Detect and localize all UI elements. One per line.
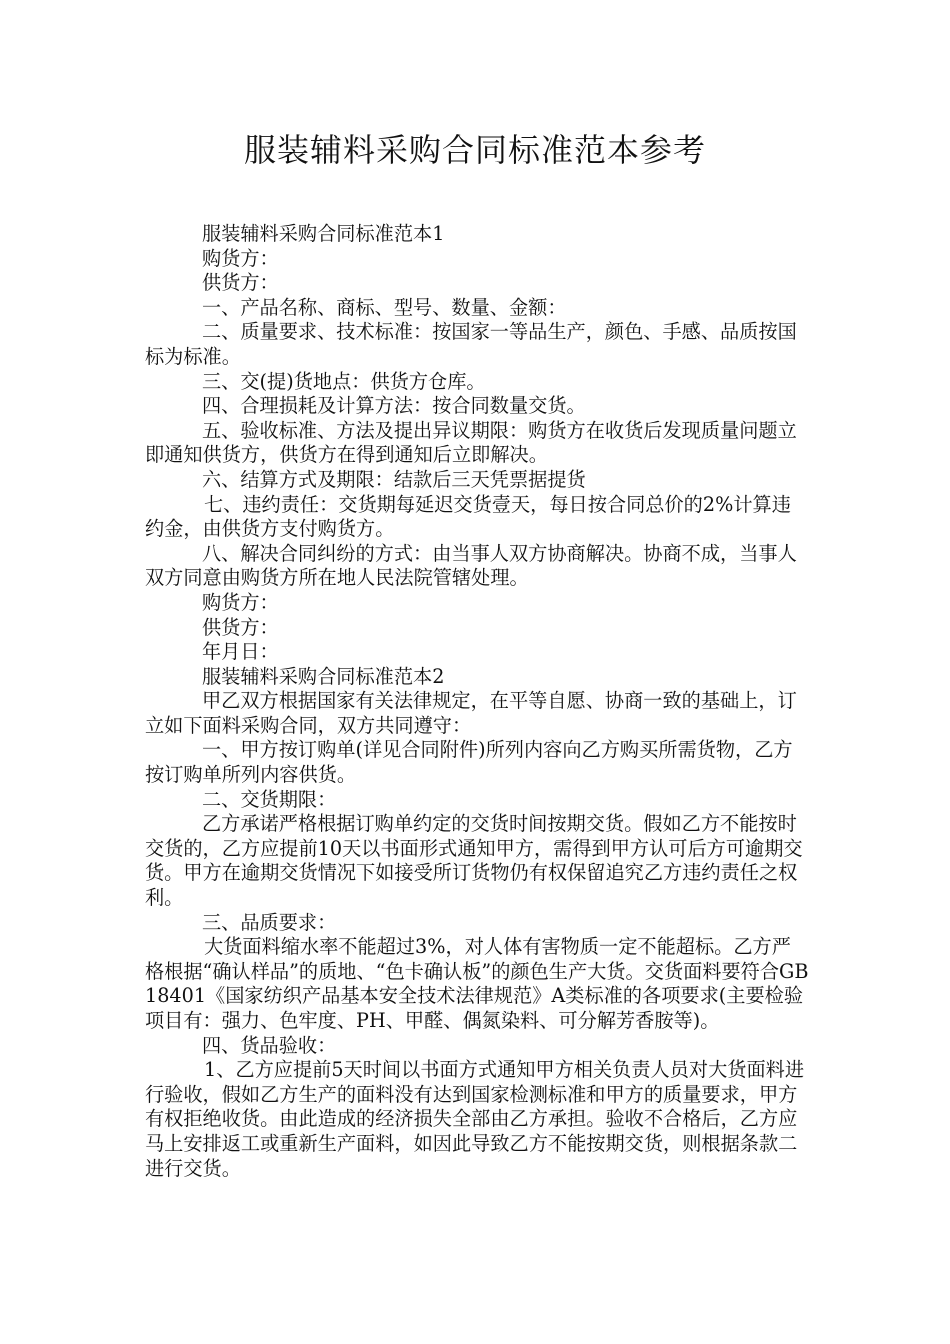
paragraph: 1、乙方应提前5天时间以书面方式通知甲方相关负责人员对大货面料进行验收，假如乙方生产的面料没有达到国家检测标准和甲方的质量要求，甲方有权拒绝收货。由此造成的经济损失全部由乙方承担。验收不合格后，乙方应马上安排返工或重新生产面料，如因此导致乙方不能按期交货，则根据条款二进行交货。 (145, 1058, 805, 1180)
paragraph: 七、违约责任：交货期每延迟交货壹天，每日按合同总价的2%计算违约金，由供货方支付购货方。 (145, 492, 791, 541)
section-heading-2: 服装辅料采购合同标准范本2 (202, 664, 445, 688)
paragraph: 购货方： (202, 590, 279, 614)
paragraph: 四、货品验收： (202, 1033, 337, 1057)
paragraph: 大货面料缩水率不能超过3%，对人体有害物质一定不能超标。乙方严格根据“确认样品”的质地、“色卡确认板”的颜色生产大货。交货面料要符合GB18401《国家纺织产品基本安全技术法律规范》A类标准的各项要求(主要检验项目有：强力、色牢度、PH、甲醛、偶氮染料、可分解芳香胺等)。 (145, 935, 809, 1032)
paragraph: 二、交货期限： (202, 787, 337, 811)
paragraph: 供货方： (202, 271, 279, 295)
paragraph: 供货方： (202, 615, 279, 639)
paragraph: 一、产品名称、商标、型号、数量、金额： (202, 295, 567, 319)
paragraph: 六、结算方式及期限：结款后三天凭票据提货 (202, 467, 586, 491)
document-title: 服装辅料采购合同标准范本参考 (243, 131, 706, 169)
paragraph: 乙方承诺严格根据订购单约定的交货时间按期交货。假如乙方不能按时交货的，乙方应提前10天以书面形式通知甲方，需得到甲方认可后方可逾期交货。甲方在逾期交货情况下如接受所订货物仍有权保留追究乙方违约责任之权利。 (145, 812, 803, 910)
paragraph: 三、交(提)货地点：供货方仓库。 (202, 369, 486, 393)
paragraph: 三、品质要求： (202, 910, 337, 934)
document-body (145, 222, 809, 1181)
paragraph: 年月日： (202, 640, 279, 664)
paragraph: 五、验收标准、方法及提出异议期限：购货方在收货后发现质量问题立即通知供货方，供货方在得到通知后立即解决。 (145, 418, 797, 467)
paragraph: 八、解决合同纠纷的方式：由当事人双方协商解决。协商不成，当事人双方同意由购货方所在地人民法院管辖处理。 (145, 541, 797, 590)
paragraph: 购货方： (202, 246, 279, 270)
paragraph: 甲乙双方根据国家有关法律规定，在平等自愿、协商一致的基础上，订立如下面料采购合同，双方共同遵守： (145, 689, 797, 737)
section-heading-1: 服装辅料采购合同标准范本1 (202, 222, 445, 245)
paragraph: 四、合理损耗及计算方法：按合同数量交货。 (202, 394, 586, 418)
paragraph: 一、甲方按订购单(详见合同附件)所列内容向乙方购买所需货物，乙方按订购单所列内容供货。 (145, 738, 793, 787)
paragraph: 二、质量要求、技术标准：按国家一等品生产，颜色、手感、品质按国标为标准。 (145, 320, 797, 368)
